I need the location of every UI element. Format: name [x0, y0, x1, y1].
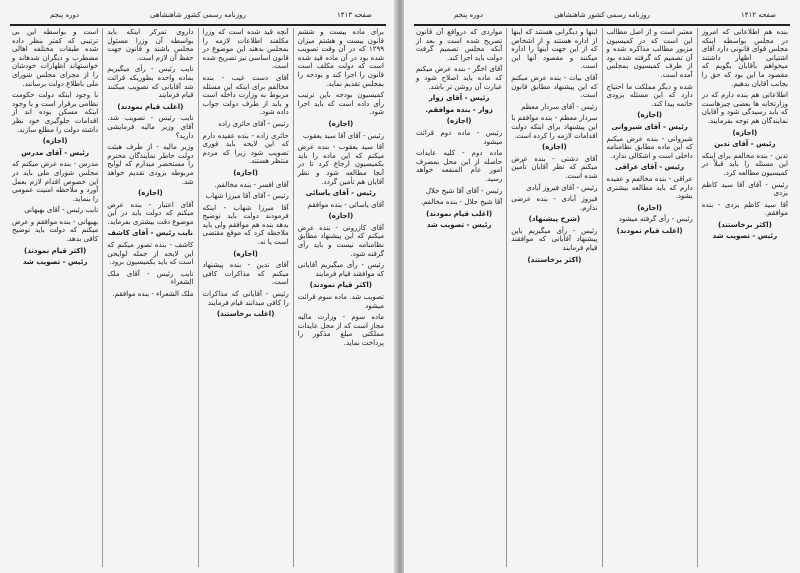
- paragraph: ماده دوم - کلیه عایدات حاصله از این محل بمصرف امور عام المنفعه خواهد رسید.: [416, 149, 503, 183]
- paragraph: معتبر است و از اصل مطالب این است که در کمیسیون مزبور مطالب مذاکره شده و آن تصمیم که گرفته شده بود از طرف کمیسیون بمجلس آمده است.: [606, 28, 693, 79]
- paragraph: (اکثر برخاستند): [717, 220, 772, 229]
- paragraph: رئیس - آقای آقا سید یعقوب: [302, 131, 384, 140]
- paragraph: اطلاعاتی هم بنده دارم که در وزارتخانه ها بعضی چیزهاست که باید رسیدگی شود و آقایان نمایندگان هم توجه بفرمایند.: [701, 91, 788, 125]
- paragraph: رئیس - آقای زوار: [428, 94, 490, 103]
- paragraph: نایب رئیس - تصویب شد. آقای وزیر مالیه فرمایشی دارید؟: [107, 114, 194, 140]
- paragraph: رئیس - ماده دوم قرائت میشود: [416, 128, 503, 146]
- paragraph: رئیس - آقای آقا میرزا شهاب: [205, 192, 289, 201]
- paragraph: آقا سید کاظم یزدی - بنده موافقم.: [701, 200, 788, 218]
- paragraph: (اجازه): [328, 119, 354, 128]
- paragraph: رئیس - آقای تدین: [714, 140, 776, 149]
- gazette-title: روزنامه رسمی کشور شاهنشاهی: [150, 11, 246, 19]
- paragraph: (اکثر قیام نمودند): [309, 281, 372, 290]
- paragraph: با وجود اینکه دولت حکومت نظامی برقرار است و با وجود اینکه مسکن بوده اند از اقدامات جلوگیری خود نظر داشته دولت را مطلع سازند.: [12, 91, 99, 134]
- paragraph: بنده هم اطلاعاتی که امروز در مجلس بواسطه اینکه مجلس قوای قانونی دارد آقای اشتیانی اظهار داشتند میخواهم بآقایان بگویم که مقصود ما این بود که حق را بجانب آقایان بدهیم.: [701, 28, 788, 88]
- paragraph: حائری زاده - بنده عقیده دارم که این لایحه باید فوری تصویب شود زیرا که مردم منتظر هستند.: [202, 131, 289, 166]
- paragraph: است و بواسطه این بی ترتیبی که کمتر بنظر داده شده طبقات مختلفه اهالی مضطرب و دیگران شدهاند و خواستهاند اظهارات خودشان را از مجرای مجلس شورای ملی باطلاع دولت برسانند.: [12, 28, 99, 88]
- paragraph: آقای اخگر - بنده عرض میکنم که ماده باید اصلاح شود و عبارت آن روشن تر باشد.: [416, 65, 503, 91]
- paragraph: (اجازه): [233, 249, 258, 258]
- paragraph: (اجازه): [328, 212, 354, 221]
- paragraph: رئیس - تصویب شد: [712, 232, 778, 241]
- paragraph: آقای یاسائی - بنده موافقم: [307, 200, 384, 209]
- text-column: [602, 28, 697, 567]
- paragraph: فیروز آبادی - بنده عرضی ندارم.: [511, 195, 598, 212]
- paragraph: (اغلب برخاستند): [216, 310, 275, 319]
- paragraph: آقای دست غیب - بنده مخالفم برای اینکه این مسئله مربوط به وزارت داخله است و باید از طرف دولت جواب داده شود.: [202, 73, 289, 117]
- paragraph: (اجازه): [138, 189, 163, 198]
- page-number: صفحه ۱۴۱۲: [740, 11, 776, 19]
- paragraph: رئیس - آقای عراقی: [615, 163, 685, 172]
- paragraph: (اجازه): [732, 128, 758, 137]
- paragraph: تصویب شد. ماده سوم قرائت میشود: [297, 293, 384, 310]
- text-column: [412, 28, 506, 567]
- paragraph: نایب رئیس - آقای کاشف: [107, 229, 194, 238]
- paragraph: آقای اعتبار - بنده عرض میکنم که دولت باید در این موضوع دقت بیشتری بفرماید.: [107, 200, 194, 226]
- page-number: صفحه ۱۴۱۳: [336, 11, 372, 19]
- paragraph: (اکثر برخاستند): [527, 255, 582, 264]
- paragraph: رئیس - آقای آقا شیخ جلال: [425, 186, 503, 195]
- right-page: [404, 0, 800, 573]
- volume-label: دوره پنجم: [50, 11, 80, 19]
- paragraph: آقا شیخ جلال - بنده مخالفم.: [420, 198, 503, 207]
- left-page-columns: [8, 28, 388, 567]
- text-column: [102, 28, 197, 567]
- left-page-header: [10, 8, 386, 26]
- paragraph: آقا سید یعقوب - بنده عرض میکنم که این ماده را باید بکمیسیون ارجاع کرد تا در آنجا مطالعه شود و نظر آقایان هم تأمین گردد.: [297, 143, 384, 186]
- paragraph: رئیس - آقای یاسائی: [305, 189, 376, 198]
- paragraph: سردار معظم - بنده موافقم با این پیشنهاد برای اینکه دولت اقدامات لازمه را کرده است.: [511, 114, 598, 140]
- paragraph: (اجازه): [542, 143, 567, 152]
- paragraph: (اجازه): [637, 203, 662, 212]
- paragraph: وزیر مالیه - از طرف هیئت دولت خاطر نمایندگان محترم را مستحضر میدارم که لوایح مربوطه بزودی تقدیم خواهد شد.: [107, 143, 194, 186]
- paragraph: برای ماده بیست و ششم قانون بیست و هشتم میزان ۱۲۹۹ که در آن وقت تصویب شده بود در آن ماده قید شده است که دولت مکلف است قانون را اجرا کند و بودجه را بمجلس تقدیم نماید.: [297, 28, 384, 88]
- paragraph: (اغلب قیام نمودند): [616, 226, 683, 235]
- paragraph: مدرس - بنده عرض میکنم که مجلس شورای ملی باید در این خصوص اقدام لازم بعمل آورد و ملاحظه امنیت عمومی را بنماید.: [12, 160, 99, 203]
- gazette-title: روزنامه رسمی کشور شاهنشاهی: [554, 11, 650, 19]
- paragraph: مواردی که درواقع آن قانون تصریح شده است و بعد از آنکه مجلس تصمیم گرفت دولت باید اجرا کند.: [416, 28, 503, 62]
- paragraph: نایب رئیس - آقای ملک الشعراء: [107, 269, 194, 287]
- paragraph: (اجازه): [233, 168, 258, 177]
- paragraph: رئیس - رأی میگیریم آقایانی که موافقند قیام فرمایند: [297, 261, 384, 278]
- paragraph: بهبهانی - بنده موافقم و عرض میکنم که دولت باید توضیح کافی بدهد.: [12, 217, 99, 244]
- paragraph: تدین - بنده مخالفم برای اینکه این مسئله را باید قبلاً در کمیسیون مطالعه کرد.: [701, 151, 788, 177]
- paragraph: نایب رئیس - آقای بهبهانی: [24, 206, 99, 215]
- right-page-columns: [412, 28, 792, 567]
- text-column: [293, 28, 388, 567]
- paragraph: آقای تدین - بنده پیشنهاد میکنم که مذاکرات کافی است.: [202, 261, 289, 287]
- paragraph: کمیسیون بودجه باین ترتیب رأی داده است که باید اجرا شود.: [297, 91, 384, 117]
- paragraph: آقای بیات - بنده عرض میکنم که این پیشنهاد مطابق قانون است.: [511, 73, 598, 100]
- paragraph: رئیس - تصویب شد: [426, 221, 492, 230]
- paragraph: ماده سوم - وزارت مالیه مجاز است که از محل عایدات مملکتی مبلغ مذکور را پرداخت نماید.: [297, 313, 384, 347]
- left-page: [0, 0, 396, 573]
- paragraph: ملک الشعراء - بنده موافقم.: [112, 290, 194, 299]
- paragraph: رئیس - آقای مدرس: [21, 148, 89, 157]
- paragraph: (اغلب قیام نمودند): [426, 209, 493, 218]
- paragraph: رئیس - آقای سردار معظم: [521, 102, 598, 111]
- paragraph: عراقی - بنده مخالفم و عقیده دارم که باید مطالعه بیشتری بشود.: [606, 174, 693, 201]
- paragraph: رئیس - تصویب شد: [22, 258, 88, 267]
- paragraph: آقای افسر - بنده مخالفم.: [214, 180, 289, 189]
- paragraph: (اجازه): [446, 117, 472, 126]
- text-column: [506, 28, 601, 567]
- paragraph: شده و دیگر مملکت ما احتیاج دارد که این مسئله بزودی خاتمه پیدا کند.: [606, 82, 693, 108]
- paragraph: (اجازه): [42, 137, 68, 146]
- paragraph: شیروانی - بنده عرض میکنم که این ماده مطابق نظامنامه داخلی است و اشکالی ندارد.: [606, 134, 693, 160]
- paragraph: آقای دشتی - بنده عرض میکنم که نظر آقایان تأمین شده است.: [511, 154, 598, 180]
- paragraph: (شرح پیشنهاد): [528, 215, 581, 224]
- paragraph: رئیس - آقایانی که مذاکرات را کافی میدانند قیام فرمایند: [202, 290, 289, 307]
- paragraph: رئیس - آقای آقا سید کاظم یزدی: [701, 180, 788, 198]
- text-column: [198, 28, 293, 567]
- paragraph: رئیس - آقای شیروانی: [611, 122, 688, 131]
- paragraph: نایب رئیس - رأی میگیریم بماده واحده بطوریکه قرائت شد آقایانی که تصویب میکنند قیام فرمایند: [107, 65, 194, 100]
- paragraph: اینها و دیگرانی هستند که اینها از اداره هستند و از اشخاص که از این جهت اینها را اداره میکنند و مقصود آنها این است.: [511, 28, 598, 71]
- paragraph: (اکثر قیام نمودند): [24, 246, 87, 255]
- text-column: [697, 28, 792, 567]
- paragraph: داروی تمرکز اینکه باید بواسطه آن وزرا مسئول مجلس باشند و قانون جهت حفظ آن لازم است.: [107, 28, 194, 62]
- paragraph: رئیس - رأی میگیریم باین پیشنهاد آقایانی که موافقند قیام فرمایند: [511, 226, 598, 253]
- paragraph: رئیس - رأی گرفته میشود: [618, 215, 693, 224]
- paragraph: آقا میرزا شهاب - اینکه فرمودند دولت باید توضیح بدهد بنده هم موافقم ولی باید ملاحظه کرد که موقع مقتضی است یا نه.: [202, 203, 289, 247]
- paragraph: کاشف - بنده تصور میکنم که این لایحه از جمله لوایحی است که باید بکمیسیون برود.: [107, 241, 194, 267]
- paragraph: آقای کازرونی - بنده عرض میکنم که این پیشنهاد مطابق نظامنامه نیست و باید رأی گرفته شود.: [297, 223, 384, 258]
- paragraph: زوار - بنده موافقم.: [425, 105, 493, 114]
- volume-label: دوره پنجم: [454, 11, 484, 19]
- paragraph: (اغلب قیام نمودند): [117, 102, 184, 111]
- text-column: [8, 28, 102, 567]
- paragraph: رئیس - آقای فیروز آبادی: [526, 183, 598, 192]
- paragraph: (اجازه): [637, 111, 662, 120]
- right-page-header: [414, 8, 790, 26]
- paragraph: آنچه قید شده است که وزرا مکلفند اطلاعات لازمه را بمجلس بدهند این موضوع در قانون اساسی نیز تصریح شده است.: [202, 28, 289, 71]
- paragraph: رئیس - آقای حائری زاده: [218, 119, 289, 128]
